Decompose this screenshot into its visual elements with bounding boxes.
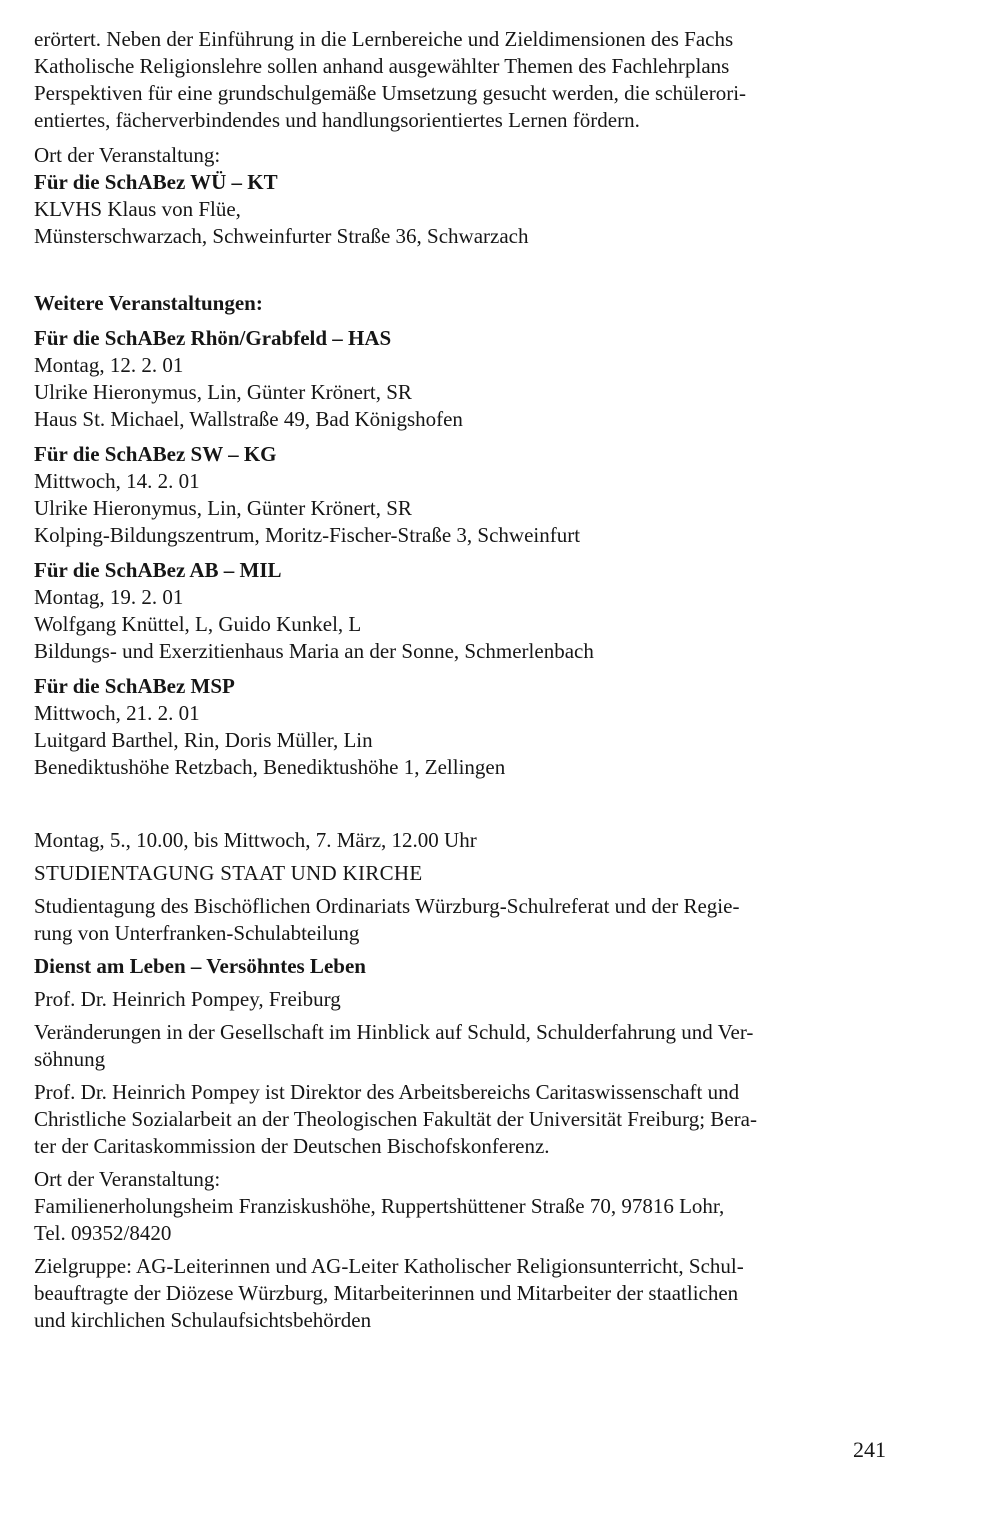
event-heading: Für die SchABez AB – MIL bbox=[34, 558, 282, 582]
venue-heading: Für die SchABez WÜ – KT bbox=[34, 170, 278, 194]
study-day-title: STUDIENTAGUNG STAAT UND KIRCHE bbox=[34, 861, 423, 885]
audience-line: beauftragte der Diözese Würzburg, Mitarbeiterinnen und Mitarbeiter der staatlichen bbox=[34, 1281, 739, 1305]
event-block bbox=[34, 673, 886, 781]
study-day-venue-text bbox=[34, 1193, 886, 1247]
venue-line: Tel. 09352/8420 bbox=[34, 1221, 172, 1245]
event-date: Montag, 19. 2. 01 bbox=[34, 585, 184, 609]
event-heading: Für die SchABez Rhön/Grabfeld – HAS bbox=[34, 326, 392, 350]
event-place: Kolping-Bildungszentrum, Moritz-Fischer-Straße 3, Schweinfurt bbox=[34, 523, 581, 547]
event-heading: Für die SchABez MSP bbox=[34, 674, 235, 698]
event-place: Bildungs- und Exerzitienhaus Maria an der Sonne, Schmerlenbach bbox=[34, 639, 594, 663]
study-day-topic bbox=[34, 1019, 886, 1073]
page-number: 241 bbox=[853, 1437, 886, 1462]
more-events-title: Weitere Veranstaltungen: bbox=[34, 291, 263, 315]
event-heading: Für die SchABez SW – KG bbox=[34, 442, 277, 466]
audience-line: und kirchlichen Schulaufsichtsbehörden bbox=[34, 1308, 372, 1332]
event-block bbox=[34, 325, 886, 433]
study-day-speaker: Prof. Dr. Heinrich Pompey, Freiburg bbox=[34, 987, 341, 1011]
page-content bbox=[34, 26, 886, 1334]
intro-line: Perspektiven für eine grundschulgemäße Umsetzung gesucht werden, die schülerori- bbox=[34, 81, 747, 105]
study-day-datetime: Montag, 5., 10.00, bis Mittwoch, 7. März, 12.00 Uhr bbox=[34, 828, 477, 852]
intro-line: erörtert. Neben der Einführung in die Lernbereiche und Zieldimensionen des Fachs bbox=[34, 27, 734, 51]
bio-line: Prof. Dr. Heinrich Pompey ist Direktor des Arbeitsbereichs Caritaswissenschaft und bbox=[34, 1080, 740, 1104]
study-day-section bbox=[34, 827, 886, 1334]
bio-line: Christliche Sozialarbeit an der Theologischen Fakultät der Universität Freiburg; Bera- bbox=[34, 1107, 757, 1131]
event-block bbox=[34, 441, 886, 549]
audience-line: Zielgruppe: AG-Leiterinnen und AG-Leiter Katholischer Religionsunterricht, Schul- bbox=[34, 1254, 744, 1278]
venue-line: Familienerholungsheim Franziskushöhe, Ruppertshüttener Straße 70, 97816 Lohr, bbox=[34, 1194, 725, 1218]
study-day-organizers bbox=[34, 893, 886, 947]
study-day-subtitle: Dienst am Leben – Versöhntes Leben bbox=[34, 954, 366, 978]
intro-line: entiertes, fächerverbindendes und handlungsorientiertes Lernen fördern. bbox=[34, 108, 640, 132]
topic-line: Veränderungen in der Gesellschaft im Hinblick auf Schuld, Schulderfahrung und Ver- bbox=[34, 1020, 754, 1044]
event-date: Montag, 12. 2. 01 bbox=[34, 353, 184, 377]
bio-line: ter der Caritaskommission der Deutschen Bischofskonferenz. bbox=[34, 1134, 550, 1158]
event-people: Ulrike Hieronymus, Lin, Günter Krönert, SR bbox=[34, 380, 412, 404]
event-block bbox=[34, 557, 886, 665]
event-date: Mittwoch, 21. 2. 01 bbox=[34, 701, 200, 725]
intro-paragraph bbox=[34, 26, 886, 134]
venue-address: Münsterschwarzach, Schweinfurter Straße 36, Schwarzach bbox=[34, 224, 529, 248]
organizers-line: rung von Unterfranken-Schulabteilung bbox=[34, 921, 360, 945]
venue-name: KLVHS Klaus von Flüe, bbox=[34, 197, 241, 221]
topic-line: söhnung bbox=[34, 1047, 106, 1071]
venue-block bbox=[34, 142, 886, 250]
study-day-bio bbox=[34, 1079, 886, 1160]
study-day-venue bbox=[34, 1166, 886, 1247]
study-day-venue-label: Ort der Veranstaltung: bbox=[34, 1167, 221, 1191]
event-place: Haus St. Michael, Wallstraße 49, Bad Königshofen bbox=[34, 407, 463, 431]
event-people: Luitgard Barthel, Rin, Doris Müller, Lin bbox=[34, 728, 373, 752]
study-day-audience bbox=[34, 1253, 886, 1334]
more-events-section bbox=[34, 290, 886, 781]
organizers-line: Studientagung des Bischöflichen Ordinariats Würzburg-Schulreferat und der Regie- bbox=[34, 894, 740, 918]
event-people: Ulrike Hieronymus, Lin, Günter Krönert, SR bbox=[34, 496, 412, 520]
intro-line: Katholische Religionslehre sollen anhand ausgewählter Themen des Fachlehrplans bbox=[34, 54, 730, 78]
event-place: Benediktushöhe Retzbach, Benediktushöhe 1, Zellingen bbox=[34, 755, 506, 779]
event-people: Wolfgang Knüttel, L, Guido Kunkel, L bbox=[34, 612, 362, 636]
event-date: Mittwoch, 14. 2. 01 bbox=[34, 469, 200, 493]
venue-label: Ort der Veranstaltung: bbox=[34, 143, 221, 167]
